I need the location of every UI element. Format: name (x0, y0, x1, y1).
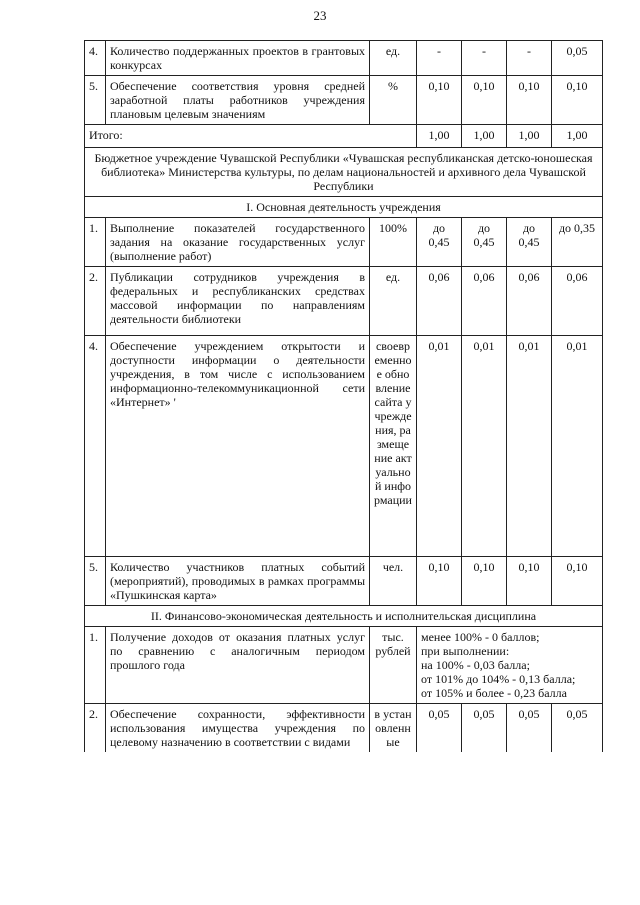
row-value: 0,10 (462, 557, 507, 606)
row-value: 0,06 (417, 267, 462, 336)
table-row (85, 41, 603, 76)
row-unit: % (370, 76, 417, 125)
institution-header: Бюджетное учреждение Чувашской Республики «Чувашская республиканская детско-юношеская библиотека» Министерства культуры, по делам национальностей и архивного дела Чувашской Республики (85, 148, 603, 197)
score-line: от 105% и более - 0,23 балла (421, 686, 567, 700)
table-row (85, 76, 603, 125)
table-row (85, 627, 603, 704)
section-title: I. Основная деятельность учреждения (85, 197, 603, 218)
score-line: от 101% до 104% - 0,13 балла; (421, 672, 576, 686)
table-row (85, 704, 603, 753)
score-line: при выполнении: (421, 644, 510, 658)
row-unit: ед. (370, 267, 417, 336)
row-description: Количество поддержанных проектов в грантовых конкурсах (106, 41, 370, 76)
row-unit: в установленные (370, 704, 417, 753)
row-value: 0,05 (507, 704, 552, 753)
row-unit: чел. (370, 557, 417, 606)
institution-header-row (85, 148, 603, 197)
row-description: Получение доходов от оказания платных услуг по сравнению с аналогичным периодом прошлого года (106, 627, 370, 704)
row-number: 5. (85, 557, 106, 606)
row-number: 4. (85, 336, 106, 557)
table-row (85, 267, 603, 336)
row-description: Выполнение показателей государственного задания на оказание государственных услуг (выполнение работ) (106, 218, 370, 267)
row-unit: своевременное обновление сайта учреждения, размещение актуальной информации (370, 336, 417, 557)
row-value: 0,10 (507, 557, 552, 606)
row-value: - (462, 41, 507, 76)
total-label: Итого: (85, 125, 417, 148)
row-description: Количество участников платных событий (мероприятий), проводимых в рамках программы «Пушкинская карта» (106, 557, 370, 606)
table-row (85, 218, 603, 267)
row-value: 0,01 (417, 336, 462, 557)
row-description: Публикации сотрудников учреждения в федеральных и республиканских средствах массовой информации по направлениям деятельности библиотеки (106, 267, 370, 336)
row-number: 2. (85, 267, 106, 336)
total-value: 1,00 (462, 125, 507, 148)
row-value: 0,05 (462, 704, 507, 753)
row-value: 0,10 (417, 76, 462, 125)
total-value: 1,00 (507, 125, 552, 148)
row-value: 0,10 (417, 557, 462, 606)
row-value: 0,10 (552, 557, 603, 606)
row-value: 0,05 (552, 41, 603, 76)
row-value: - (507, 41, 552, 76)
row-description: Обеспечение учреждением открытости и доступности информации о деятельности учреждения, в том числе с использованием информационно-телекоммуникационной сети «Интернет» ' (106, 336, 370, 557)
row-description: Обеспечение соответствия уровня средней заработной платы работников учреждения плановым целевым значениям (106, 76, 370, 125)
row-unit: 100% (370, 218, 417, 267)
total-value: 1,00 (417, 125, 462, 148)
row-value: до 0,35 (552, 218, 603, 267)
row-value: 0,01 (507, 336, 552, 557)
section-row (85, 197, 603, 218)
score-line: менее 100% - 0 баллов; (421, 630, 540, 644)
row-value: 0,10 (507, 76, 552, 125)
section-row (85, 606, 603, 627)
row-value: 0,06 (462, 267, 507, 336)
row-value: 0,05 (417, 704, 462, 753)
section-title: II. Финансово-экономическая деятельность и исполнительская дисциплина (85, 606, 603, 627)
row-unit: тыс. рублей (370, 627, 417, 704)
row-number: 1. (85, 627, 106, 704)
row-description: Обеспечение сохранности, эффективности использования имущества учреждения по целевому назначению в соответствии с видами (106, 704, 370, 753)
row-value: 0,05 (552, 704, 603, 753)
row-value: до 0,45 (462, 218, 507, 267)
table-row (85, 557, 603, 606)
row-value: 0,06 (507, 267, 552, 336)
row-value: до 0,45 (507, 218, 552, 267)
row-value: до 0,45 (417, 218, 462, 267)
row-value: 0,06 (552, 267, 603, 336)
total-value: 1,00 (552, 125, 603, 148)
criteria-table (84, 40, 603, 752)
score-line: на 100% - 0,03 балла; (421, 658, 530, 672)
row-number: 1. (85, 218, 106, 267)
row-number: 5. (85, 76, 106, 125)
page-number: 23 (313, 8, 327, 23)
table-row (85, 336, 603, 557)
row-unit: ед. (370, 41, 417, 76)
row-number: 2. (85, 704, 106, 753)
total-row (85, 125, 603, 148)
row-value: 0,10 (462, 76, 507, 125)
row-number: 4. (85, 41, 106, 76)
row-value: 0,10 (552, 76, 603, 125)
row-value: - (417, 41, 462, 76)
row-value: 0,01 (552, 336, 603, 557)
score-scale (417, 627, 603, 704)
row-value: 0,01 (462, 336, 507, 557)
